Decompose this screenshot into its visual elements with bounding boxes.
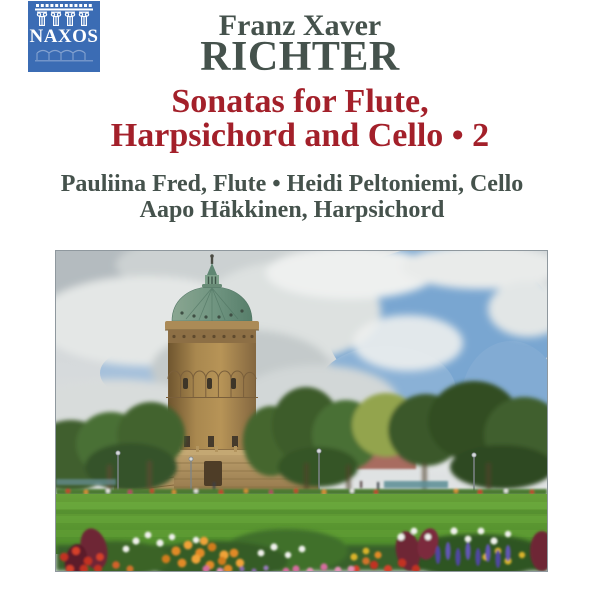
album-title-line2: Harpsichord and Cello • 2 [110,117,490,154]
cover-photo [55,250,548,572]
naxos-logo-text: NAXOS [29,26,99,47]
album-title-line1: Sonatas for Flute, [171,83,429,120]
performers-line1: Pauliina Fred, Flute • Heidi Peltoniemi, Cello [60,171,524,197]
performers-line2: Aapo Häkkinen, Harpsichord [139,197,445,223]
cover-photo-illustration [56,251,547,571]
composer-first-name: Franz Xaver [218,9,382,42]
composer-last-name: RICHTER [200,34,400,80]
